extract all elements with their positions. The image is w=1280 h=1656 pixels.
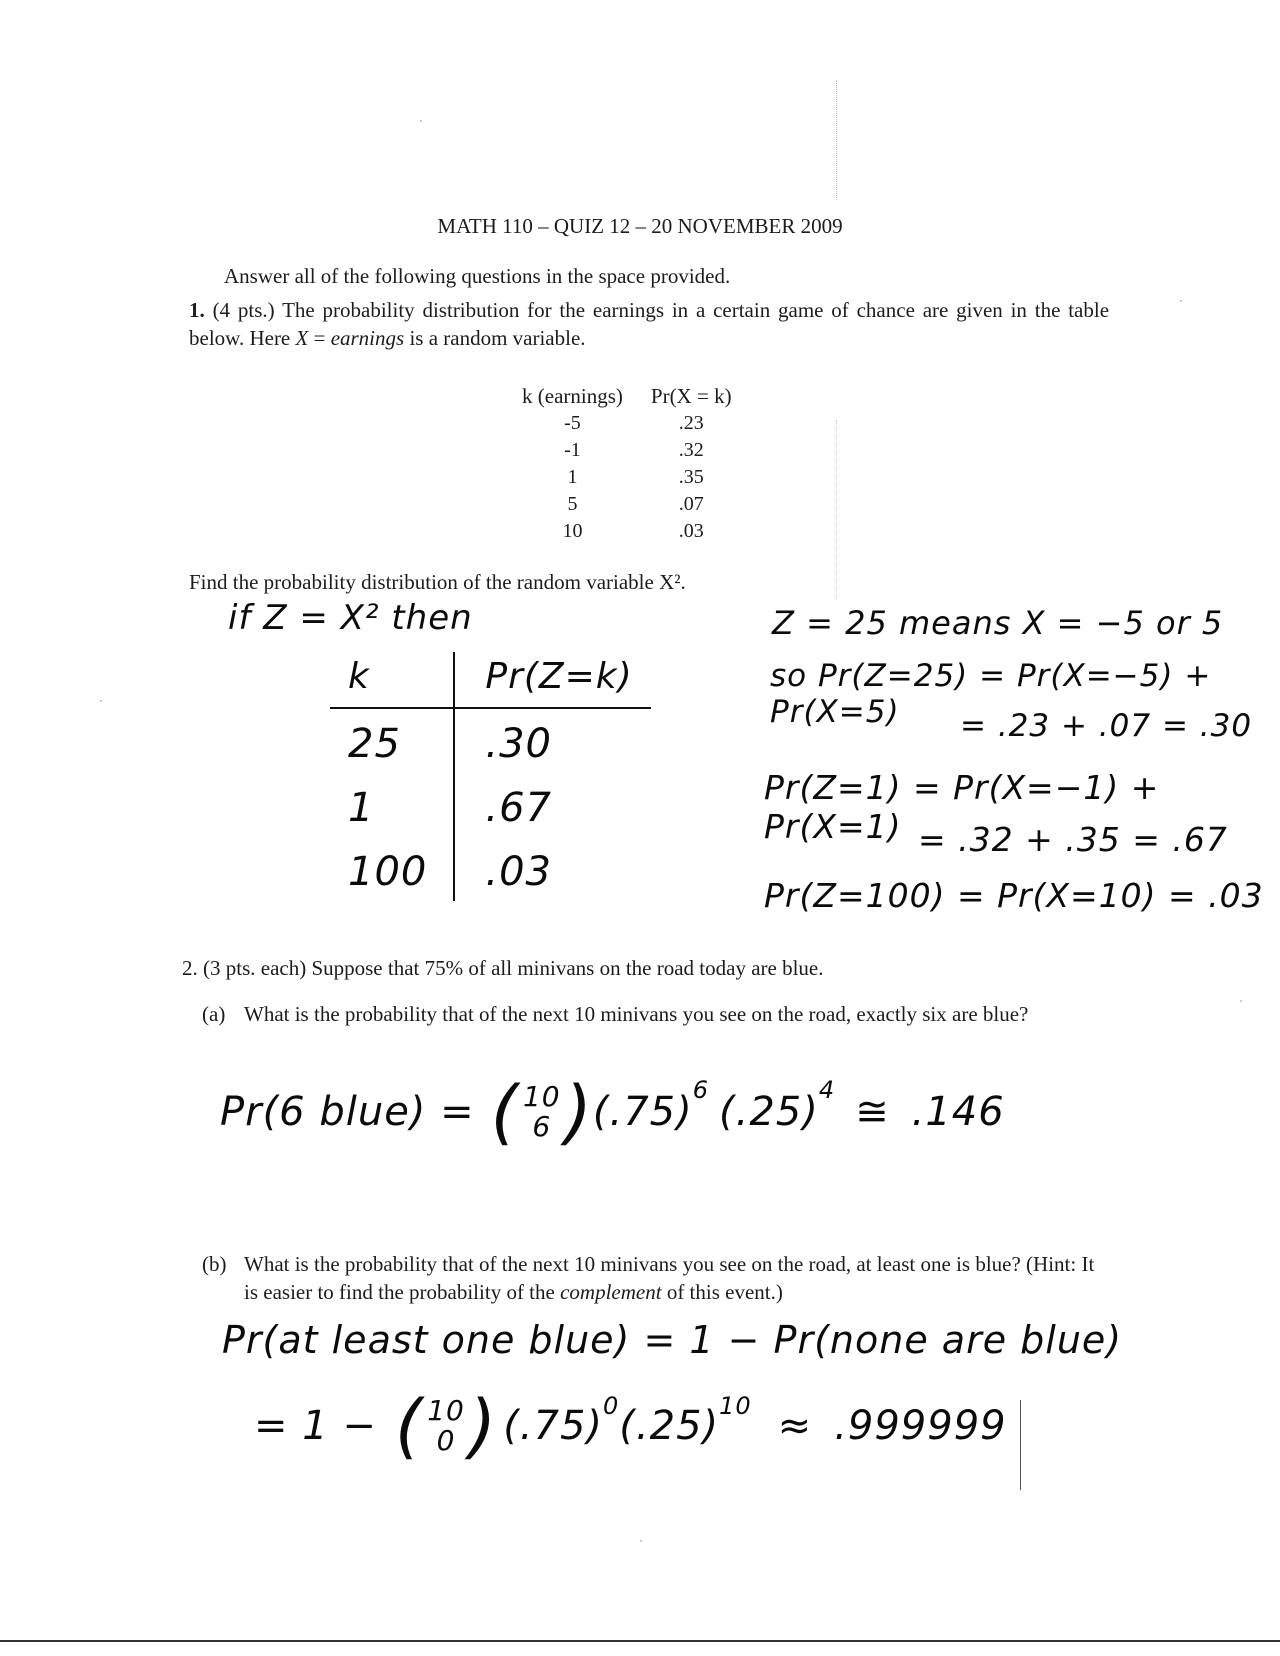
cell-k: 5	[567, 493, 578, 515]
binom-bottom: 0	[436, 1424, 456, 1457]
q2a-label: (a)	[202, 1002, 226, 1026]
q1-text-a: The probability distribution for the earnings in a certain game of chance are given in the table below. Here	[189, 298, 1110, 350]
q2b-factor2: (.25)	[619, 1403, 720, 1449]
q2-intro: 2. (3 pts. each) Suppose that 75% of all minivans on the road today are blue.	[182, 956, 824, 980]
q1-var: X	[295, 326, 309, 350]
cell-k: -1	[564, 439, 581, 461]
z-cell-p: .30	[485, 721, 552, 767]
q2a-factor1: (.75)	[592, 1089, 693, 1135]
scan-speck	[100, 700, 102, 702]
work-line-2: so Pr(Z=25) = Pr(X=−5) + Pr(X=5)	[770, 658, 1212, 730]
table-header-row	[508, 382, 746, 410]
fold-line	[836, 80, 837, 200]
scan-stroke	[1020, 1400, 1021, 1490]
cell-k: 1	[567, 466, 578, 488]
q2a-exp2: 4	[818, 1076, 836, 1104]
z-table-row	[330, 837, 651, 901]
z-cell-k: 25	[330, 708, 454, 773]
z-col-header-prob: Pr(Z=k)	[454, 652, 650, 708]
q2b-result: .999999	[834, 1403, 1007, 1449]
z-cell-k: 1	[330, 773, 454, 837]
q2b-emph: complement	[560, 1280, 662, 1304]
q2b-eq-lead: = 1 −	[254, 1403, 377, 1449]
table-row	[508, 464, 746, 491]
earnings-distribution-table	[508, 382, 746, 545]
q2b-text-a: What is the probability that of the next 10 minivans you see on the road, at least one is blue? (Hint: It is easier to find the probability of the	[244, 1252, 1095, 1304]
cell-p: .07	[678, 493, 704, 515]
q2a-factor2: (.25)	[719, 1089, 819, 1135]
q2b-answer-line1: Pr(at least one blue) = 1 − Pr(none are blue)	[222, 1318, 1123, 1362]
cell-p: .03	[678, 520, 704, 542]
table-row	[508, 491, 746, 518]
work-line-6: Pr(Z=100) = Pr(X=10) = .03	[764, 876, 1264, 915]
q2a-result: .146	[911, 1089, 1005, 1135]
table-row	[508, 410, 746, 437]
q2a-lhs: Pr(6 blue) =	[220, 1089, 475, 1135]
answer-intro: if Z = X² then	[228, 598, 473, 638]
binom-top: 10	[427, 1394, 465, 1427]
cell-k: -5	[564, 412, 581, 434]
scan-speck	[640, 1540, 642, 1542]
work-line-3: = .23 + .07 = .30	[960, 708, 1253, 744]
q2b-exp1: 0	[603, 1392, 620, 1420]
scan-speck	[1240, 1000, 1242, 1002]
q2a-exp1: 6	[692, 1076, 710, 1104]
q2b-factor1: (.75)	[503, 1403, 604, 1449]
work-line-4: Pr(Z=1) = Pr(X=−1) + Pr(X=1)	[764, 768, 1160, 846]
cell-p: .35	[678, 466, 704, 488]
table-row	[508, 437, 746, 464]
scan-speck	[420, 120, 422, 122]
binom-close-paren: )	[564, 1071, 593, 1153]
binom-open-paren: (	[490, 1071, 519, 1153]
q1-text-b: is a random variable.	[409, 326, 586, 350]
q2b-exp2: 10	[719, 1392, 752, 1420]
z-cell-p: .03	[485, 849, 552, 895]
z-table-row	[330, 708, 651, 773]
scan-speck	[1180, 300, 1182, 302]
table-row	[508, 518, 746, 545]
z-col-header-k: k	[330, 652, 454, 708]
q2b-answer-line2	[254, 1386, 1007, 1466]
q2a-binomial	[523, 1082, 561, 1142]
q1-number: 1.	[189, 298, 205, 322]
q2b-binomial	[427, 1396, 465, 1456]
cell-p: .32	[678, 439, 704, 461]
z-distribution-table	[330, 652, 651, 901]
bottom-edge-line	[0, 1640, 1280, 1642]
q2b-text	[244, 1250, 1104, 1306]
q1-var-name: earnings	[330, 326, 405, 350]
q1-prompt: Find the probability distribution of the random variable X².	[189, 570, 686, 594]
instructions: Answer all of the following questions in the space provided.	[224, 264, 731, 288]
q2a-text: What is the probability that of the next 10 minivans you see on the road, exactly six are blue?	[244, 1002, 1029, 1026]
work-line-5: = .32 + .35 = .67	[918, 820, 1228, 859]
q2b-text-b: of this event.)	[666, 1280, 783, 1304]
q1-points: (4 pts.)	[212, 298, 275, 322]
q2a-answer	[220, 1072, 1005, 1152]
q2a-approx: ≅	[855, 1089, 890, 1135]
binom-bottom: 6	[532, 1110, 552, 1143]
col-header-k: k (earnings)	[522, 384, 623, 408]
cell-p: .23	[678, 412, 704, 434]
q1-text	[189, 296, 1109, 352]
binom-open-paren: (	[394, 1385, 424, 1467]
q2b-approx: ≈	[777, 1403, 813, 1449]
quiz-title: MATH 110 – QUIZ 12 – 20 NOVEMBER 2009	[437, 214, 843, 238]
z-cell-p: .67	[485, 785, 552, 831]
col-header-prob: Pr(X = k)	[650, 384, 732, 408]
z-cell-k: 100	[330, 837, 454, 901]
cell-k: 10	[562, 520, 583, 542]
fold-line	[836, 420, 837, 600]
q2b-label: (b)	[202, 1252, 227, 1276]
work-line-1: Z = 25 means X = −5 or 5	[772, 604, 1224, 642]
z-table-header-row	[330, 652, 651, 708]
binom-top: 10	[522, 1080, 561, 1113]
q1-eq: =	[313, 326, 326, 350]
z-table-row	[330, 773, 651, 837]
binom-close-paren: )	[468, 1385, 498, 1467]
